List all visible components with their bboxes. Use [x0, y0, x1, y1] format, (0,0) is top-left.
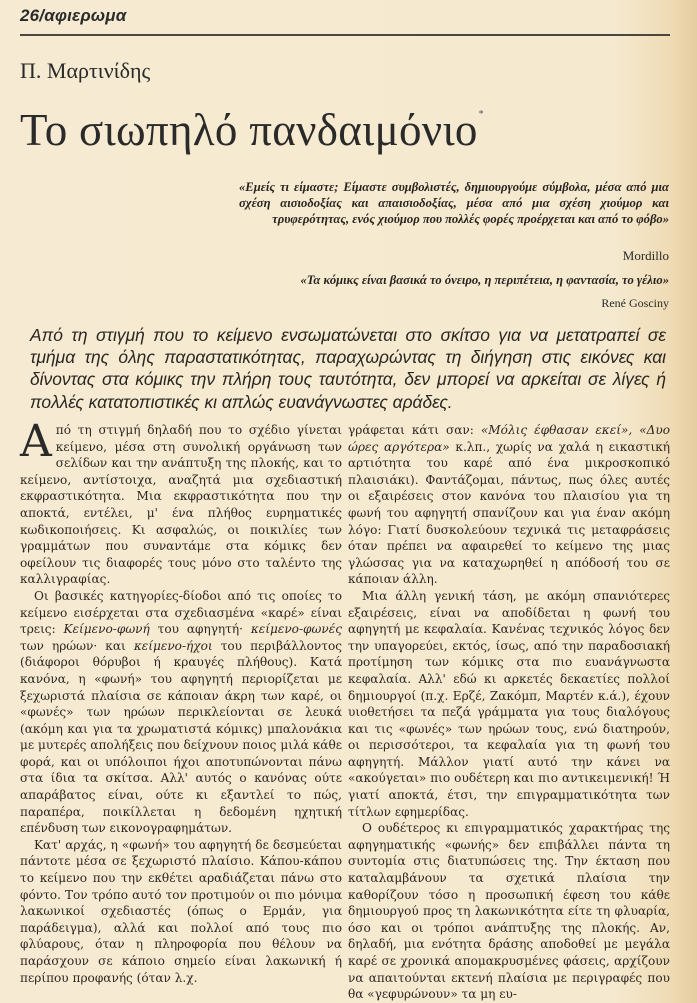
running-head: 26/αφιερωμα	[20, 6, 127, 25]
paragraph-text: κ.λπ., χωρίς να χαλά η εικαστική αρτιότητα του καρέ από ένα μικροσκοπικό πλαισιάκι). Φαντάζομαι, πάντως, πως όλες αυτές οι εξαιρέσεις στον κανόνα του πλαισίου για τη φωνή του αφηγητή σπανίζουν και για έναν ακόμη λόγο: Γιατί δυσκολεύουν τεχνικά τις μεταφράσεις όταν πρέπει να αφαιρεθεί το κείμενο της μιας γλώσσας για να καταχωρηθεί η απόδοσή του σε κάποιαν άλλη.	[348, 439, 670, 587]
lead-paragraph: Από τη στιγμή που το κείμενο ενσωματώνεται στο σκίτσο για να μετατραπεί σε τμήμα της όλης παραστατικότητας, παραχωρώντας τη διήγηση στις εικόνες και δίνοντας στα κόμικς την πλήρη τους ταυτότητα, δεν μπορεί να αρκείται σε λίγες ή πολλές κατατοπιστικές κι απλώς ευανάγνωστες αράδες.	[30, 325, 666, 412]
article-author: Π. Μαρτινίδης	[20, 58, 151, 83]
body-paragraph	[20, 416, 342, 588]
drop-cap: Α	[20, 416, 52, 467]
article-title-text: Το σιωπηλό πανδαιμόνιο	[20, 105, 478, 155]
paragraph-text: του αφηγητή·	[149, 622, 251, 637]
body-column-right	[348, 422, 670, 1003]
paragraph-text: γράφεται κάτι σαν:	[348, 423, 481, 437]
emphasis-text: κείμενο-ήχοι	[133, 638, 213, 653]
epigraph-attribution: Mordillo	[622, 248, 669, 263]
body-column-left	[20, 416, 342, 986]
epigraph-quote: «Εμείς τι είμαστε; Είμαστε συμβολιστές, δημιουργούμε σύμβολα, μέσα από μια σχέση αισιοδοξίας και απαισιοδοξίας, μέσα από μια σχέση χιούμορ και τρυφερότητας, ενός χιούμορ που πολλές φορές προέρχεται και από το φόβο»	[239, 180, 669, 226]
body-paragraph: Μια άλλη γενική τάση, με ακόμη σπανιότερες εξαιρέσεις, είναι να αποδίδεται η φωνή του αφηγητή με κεφαλαία. Κανένας τεχνικός λόγος δεν την υπαγορεύει, εκτός, ίσως, από την παραδοσιακή προτίμηση των κόμικς στα πιο ευανάγνωστα κεφαλαία. Αλλ' εδώ κι αρκετές δεκαετίες πολλοί δημιουργοί (π.χ. Ερζέ, Ζακόμπ, Μαρτέν κ.ά.), έχουν υιοθετήσει τα πεζά γράμματα για τους διαλόγους και τις «φωνές» των ηρώων τους, ενώ διατηρούν, οι περισσότεροι, τα κεφαλαία για τη φωνή του αφηγητή. Μάλλον γιατί αυτό την κάνει να «ακούγεται» πιο ουδέτερη και πιο αντικειμενική! Ή γιατί αποκτά, έτσι, την επιγραμματικότητα των τίτλων εφημερίδας.	[348, 588, 670, 819]
epigraph-quote: «Τα κόμικς είναι βασικά το όνειρο, η περιπέτεια, η φαντασία, το γέλιο»	[300, 273, 669, 287]
paragraph-text: πό τη στιγμή δηλαδή που το σχέδιο γίνεται κείμενο, μέσα στη συνολική οργάνωση των σελίδων και την ανάπτυξη της πλοκής, και το κείμενο, αντίστοιχα, αναζητά μια σχεδιαστική εκφραστικότητα. Μια εκφραστικότητα που την αποκτά, εντέλει, μ' ένα πλήθος ευρηματικές κωδικοποιήσεις. Κι ασφαλώς, οι ποικιλίες των γραμμάτων που συναντάμε στα κόμικς δεν οφείλουν τις διαφορές τους μόνο στο ταλέντο της καλλιγραφίας.	[20, 423, 342, 587]
paragraph-text: των ηρώων· και	[20, 638, 134, 653]
body-paragraph	[348, 422, 670, 588]
emphasis-text: «Μόλις έφθασαν εκεί», «Δυο ώρες αργότερα»	[348, 423, 670, 454]
body-paragraph: Ο ουδέτερος κι επιγραμματικός χαρακτήρας της αφηγηματικής «φωνής» δεν επιβάλλει πάντα τη συντομία στις διατυπώσεις της. Την έκταση που καταλαμβάνουν τα σχετικά πλαίσια την καθορίζουν τόσο η προσωπική έφεση του κάθε δημιουργού προς τη λακωνικότητα είτε τη φλυαρία, όσο και οι τρόποι ανάπτυξης της πλοκής. Αν, δηλαδή, μια ενότητα δράσης αποδοθεί με μεγάλα καρέ σε χρονικά απομακρυσμένες φάσεις, αρχίζουν να απαιτούνται εκτενή πλαίσια με περιγραφές που θα «γεφυρώνουν» τα μη ευ-	[348, 821, 670, 1002]
emphasis-text: κείμενο-φωνές	[250, 622, 342, 637]
paragraph-text: του περιβάλλοντος (διάφοροι θόρυβοι ή κραυγές πλήθους). Κατά κανόνα, η «φωνή» του αφηγητή περιορίζεται με ξεχωριστά πλαίσια σε κάποιαν άκρη των καρέ, οι «φωνές» των ηρώων περικλείονται σε λευκά (ακόμη και για τα χρωματιστά κόμικς) μπαλονάκια με μυτερές απολήξεις που δείχνουν ποιος μιλά κάθε φορά, και οι υπόλοιποι ήχοι αποτυπώνονται πάνω στα ίδια τα σκίτσα. Αλλ' αυτός ο κανόνας ούτε απαράβατος είναι, ούτε κι εξαντλεί το πώς, παραπέρα, ποικίλλεται η δεδομένη ηχητική επένδυση των εικονογραφημάτων.	[20, 638, 342, 836]
title-footnote-mark: *	[478, 109, 484, 120]
emphasis-text: Κείμενο-φωνή	[63, 622, 150, 637]
paragraph-text: Οι βασικές κατηγορίες-δίοδοι από τις οποίες το κείμενο εισέρχεται στα σχεδιασμένα «καρέ» είναι τρεις:	[20, 588, 342, 637]
epigraph-attribution: René Gosciny	[601, 296, 669, 310]
header-rule	[20, 34, 670, 36]
body-paragraph: Κατ' αρχάς, η «φωνή» του αφηγητή δε δεσμεύεται πάντοτε μέσα σε ξεχωριστό πλαίσιο. Κάπου-κάπου το κείμενο που την εκθέτει αραδιάζεται πάνω στο φόντο. Τον τρόπο αυτό τον προτιμούν οι πιο μόνιμα λακωνικοί σχεδιαστές (όπως ο Ερμάν, για παράδειγμα), αλλά και πολλοί από τους πιο φλύαρους, όταν η πληροφορία που θέλουν να παράσχουν σε κάποιο σημείο είναι λακωνική ή περίπου προφανής (όταν λ.χ.	[20, 837, 342, 985]
body-paragraph	[20, 588, 342, 837]
article-title	[20, 104, 484, 156]
